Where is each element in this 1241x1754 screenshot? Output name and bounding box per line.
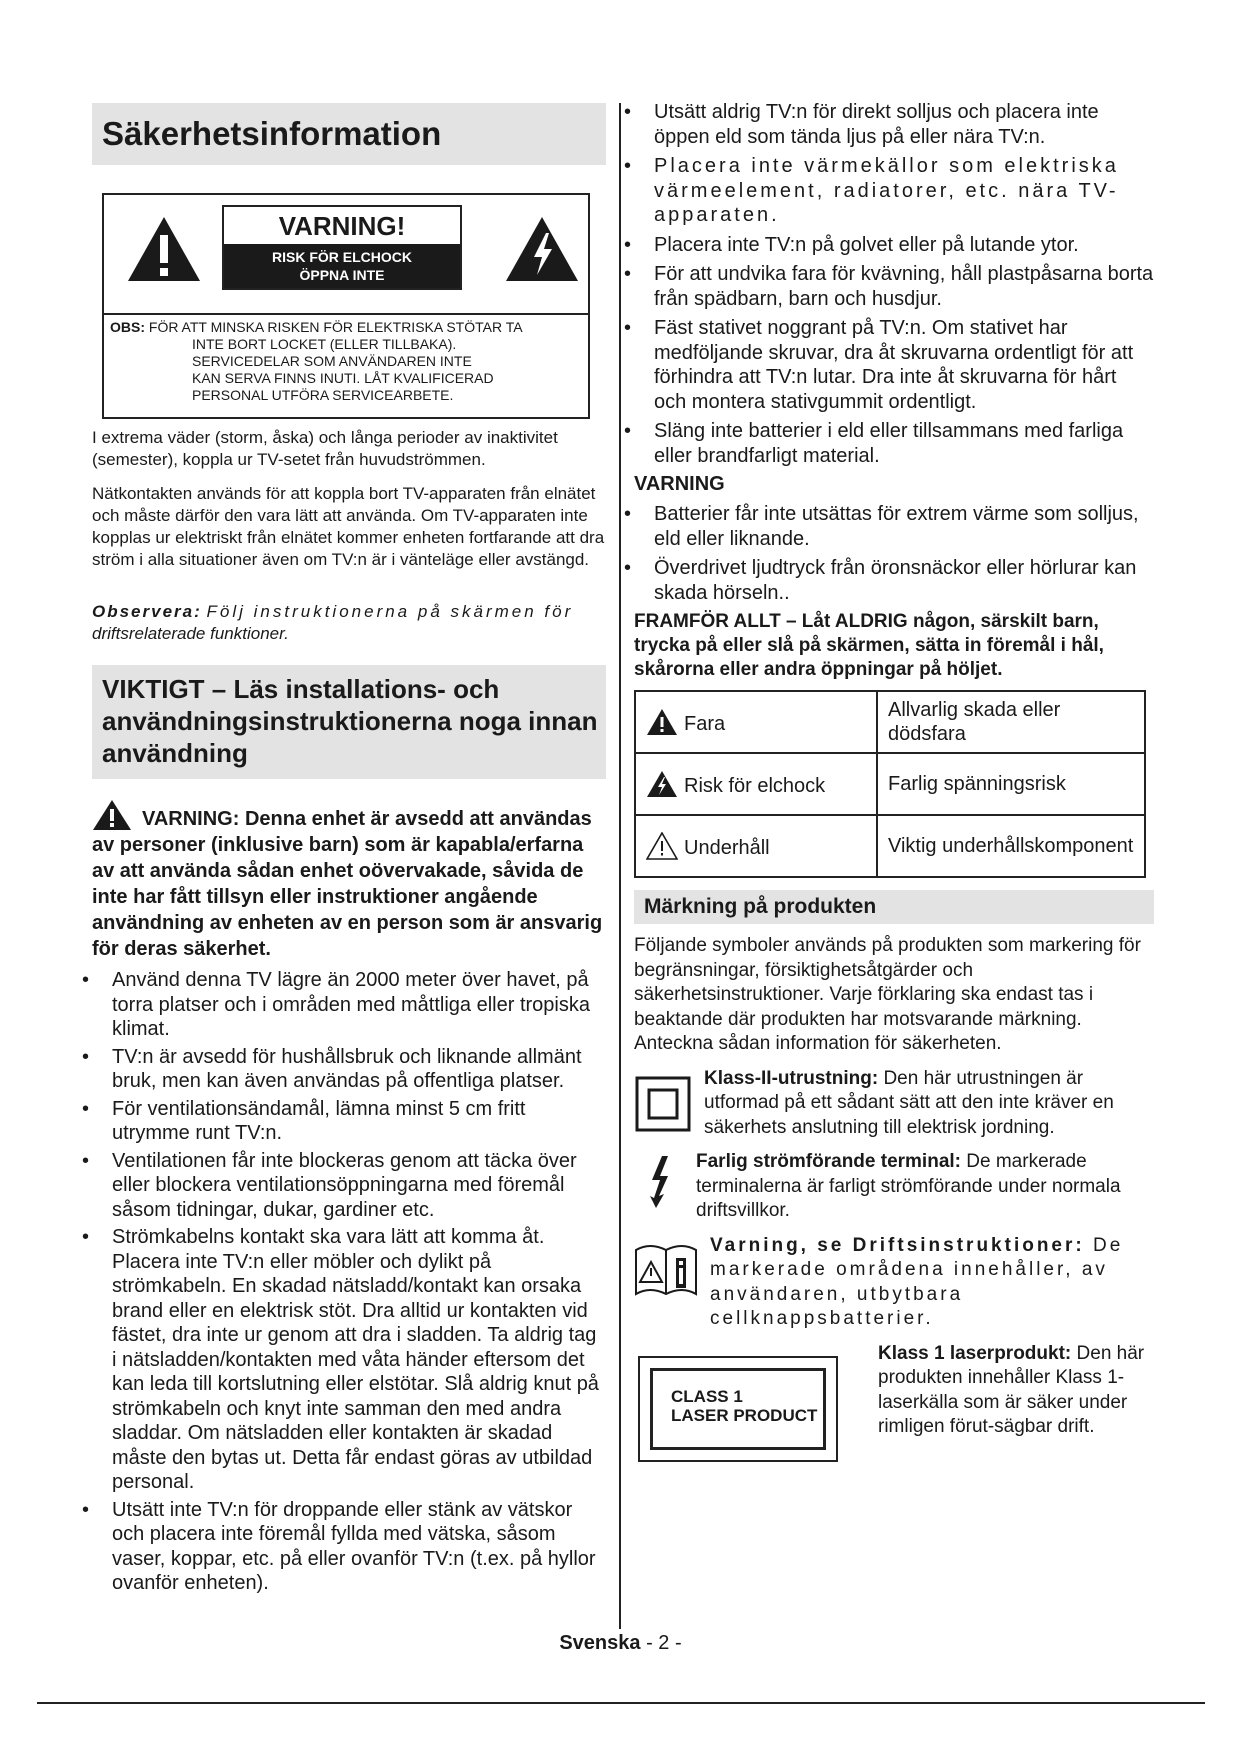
- footer-language: Svenska: [559, 1632, 641, 1654]
- important-heading: VIKTIGT – Läs installations- och användningsinstruktionerna noga innan användning: [92, 665, 606, 779]
- hazard-meaning: Farlig spänningsrisk: [877, 753, 1145, 815]
- observera-note: [92, 601, 606, 645]
- page-footer: [0, 1632, 1241, 1655]
- list-item: • Placera inte värmekällor som elektriska värmeelement, radiatorer, etc. nära TV-apparaten.: [634, 154, 1154, 228]
- obs-line5: PERSONAL UTFÖRA SERVICEARBETE.: [192, 387, 454, 403]
- list-item: • Överdrivet ljudtryck från öronsnäckor eller hörlurar kan skada hörseln..: [634, 556, 1154, 605]
- list-item: • Utsätt aldrig TV:n för direkt solljus och placera inte öppen eld som tända ljus på eller nära TV:n.: [634, 100, 1154, 149]
- list-item: • Fäst stativet noggrant på TV:n. Om stativet har medföljande skruvar, dra åt skruvarna ordentligt för att förhindra att TV:n lutar. Dra inte åt skruvarna för hårt och montera stativgummit ordentligt.: [634, 316, 1154, 414]
- table-row: [635, 753, 1145, 815]
- warning-triangle-icon: [92, 799, 132, 831]
- electric-shock-warning-box: [102, 193, 590, 419]
- live-terminal-symbol-entry: Farlig strömförande terminal: De markerade terminalerna är farligt strömförande under normala driftsvillkor.: [634, 1150, 1154, 1224]
- lightning-bolt-icon: [646, 1154, 676, 1208]
- supervision-warning-text: VARNING: Denna enhet är avsedd att användas av personer (inklusive barn) som är kapabla/erfarna av att använda sådan enhet oövervakade, såvida de inte har fått tillsyn eller instruktioner angående användning av enheten av en person som är ansvarig för deras säkerhet.: [92, 808, 603, 960]
- left-column: [92, 103, 606, 1599]
- marking-intro: Följande symboler används på produkten som markering för begränsningar, försiktighetsåtgärder och säkerhetsinstruktioner. Varje förklaring ska endast tas i beaktande där produkten har motsvarande märkning. Anteckna sådan information för säkerheten.: [634, 935, 1141, 1054]
- list-item: • För att undvika fara för kvävning, håll plastpåsarna borta från spädbarn, barn och husdjur.: [634, 262, 1154, 311]
- laser-product-entry: [634, 1342, 1154, 1482]
- list-item: • För ventilationsändamål, lämna minst 5 cm fritt utrymme runt TV:n.: [92, 1097, 606, 1146]
- varning-heading: VARNING!: [278, 211, 406, 241]
- laser-label-line1: CLASS 1: [671, 1386, 743, 1406]
- varning-heading-box: [222, 205, 462, 290]
- table-row: [635, 691, 1145, 753]
- laser-label-line2: LASER PRODUCT: [671, 1405, 818, 1425]
- table-row: [635, 815, 1145, 877]
- obs-line4: KAN SERVA FINNS INUTI. LÅT KVALIFICERAD: [192, 370, 494, 386]
- weather-paragraph: I extrema väder (storm, åska) och långa perioder av inaktivitet (semester), koppla ur TV-setet från huvudströmmen.: [92, 428, 558, 469]
- page-title: Säkerhetsinformation: [92, 103, 606, 165]
- obs-line1: FÖR ATT MINSKA RISKEN FÖR ELEKTRISKA STÖTAR TA: [148, 319, 523, 335]
- double-square-icon: [634, 1075, 692, 1133]
- list-item: • Använd denna TV lägre än 2000 meter över havet, på torra platser och i områden med måttliga eller tropiska klimat.: [92, 968, 606, 1042]
- class-ii-symbol-entry: Klass-II-utrustning: Den här utrustningen är utformad på ett sådant sätt att den inte kräver en säkerhets anslutning till elektrisk jordning.: [634, 1067, 1154, 1141]
- column-divider: [619, 103, 621, 1629]
- hazard-table: [634, 690, 1146, 878]
- marking-heading: Märkning på produkten: [634, 890, 1154, 924]
- maintenance-warning-icon: [646, 832, 678, 860]
- footer-rule: [37, 1702, 1205, 1704]
- hazard-term: Risk för elchock: [635, 753, 877, 815]
- class-1-laser-label: [638, 1356, 838, 1462]
- hazard-meaning: Allvarlig skada eller dödsfara: [877, 691, 1145, 753]
- shock-risk-line2: ÖPPNA INTE: [299, 267, 385, 283]
- list-item: • Ventilationen får inte blockeras genom att täcka över eller blockera ventilationsöppningarna med föremål såsom tidningar, dukar, gardiner etc.: [92, 1149, 606, 1223]
- framfor-notice: FRAMFÖR ALLT – Låt ALDRIG någon, särskilt barn, trycka på eller slå på skärmen, sätta in föremål i hål, skårorna eller andra öppningar på höljet.: [634, 611, 1104, 680]
- varning-label: VARNING: [634, 473, 725, 495]
- hazard-term: Underhåll: [635, 815, 877, 877]
- hazard-term: Fara: [635, 691, 877, 753]
- observera-label: Observera:: [92, 602, 202, 621]
- left-bullet-list: [92, 968, 606, 1596]
- varning-bullet-list: [634, 502, 1154, 605]
- mains-plug-paragraph: Nätkontakten används för att koppla bort TV-apparaten från elnätet och måste därför den vara lätt att använda. Om TV-apparaten inte kopplas ur elektriskt från elnätet kommer enheten fortfarande att dra ström i alla situationer även om TV:n är i vänteläge eller avstängd.: [92, 484, 605, 569]
- observera-text-b: driftsrelaterade funktioner.: [92, 624, 289, 643]
- obs-label: OBS:: [110, 319, 145, 335]
- danger-icon: [646, 708, 678, 736]
- hazard-meaning: Viktig underhållskomponent: [877, 815, 1145, 877]
- supervision-warning: [92, 799, 606, 962]
- footer-page-number: - 2 -: [640, 1632, 682, 1654]
- list-item: • Utsätt inte TV:n för droppande eller stänk av vätskor och placera inte föremål fyllda med vätska, såsom vaser, koppar, etc. på eller ovanför TV:n (t.ex. på hyllor ovanför enheten).: [92, 1498, 606, 1596]
- shock-risk-banner: [224, 244, 460, 288]
- read-manual-icon: [634, 1240, 698, 1296]
- lightning-warning-icon: [504, 215, 580, 283]
- shock-risk-line1: RISK FÖR ELCHOCK: [272, 249, 412, 265]
- obs-line2: INTE BORT LOCKET (ELLER TILLBAKA).: [192, 336, 457, 352]
- obs-line3: SERVICEDELAR SOM ANVÄNDAREN INTE: [192, 353, 472, 369]
- operating-instructions-symbol-entry: Varning, se Driftsinstruktioner: De markerade områdena innehåller, av användaren, utbytbara cellknappsbatterier.: [634, 1234, 1154, 1332]
- list-item: • Placera inte TV:n på golvet eller på lutande ytor.: [634, 233, 1154, 258]
- laser-description: Klass 1 laserprodukt: Den här produkten innehåller Klass 1-laserkälla som är säker under rimligen förut-sägbar drift.: [878, 1342, 1145, 1437]
- obs-notice: [104, 313, 588, 404]
- list-item: • Strömkabelns kontakt ska vara lätt att komma åt. Placera inte TV:n eller möbler och dylikt på strömkabeln. En skadad nätsladd/kontakt kan orsaka brand eller en elektrisk stöt. Dra alltid ur kontakten vid fästet, dra inte ur genom att dra i sladden. Ta aldrig tag i nätsladden/kontakten med våta händer eftersom det kan leda till kortslutning eller elstötar. Slå aldrig knut på strömkabeln och knyt inte samman den med andra sladdar. Om nätsladden eller kontakten är skadad måste den bytas ut. Detta får endast göras av utbildad personal.: [92, 1225, 606, 1495]
- right-column: [634, 100, 1154, 1482]
- exclamation-warning-icon: [126, 215, 202, 283]
- list-item: • Batterier får inte utsättas för extrem värme som solljus, eld eller liknande.: [634, 502, 1154, 551]
- list-item: • TV:n är avsedd för hushållsbruk och liknande allmänt bruk, men kan även användas på offentliga platser.: [92, 1045, 606, 1094]
- electric-shock-icon: [646, 770, 678, 798]
- observera-text-a: Följ instruktionerna på skärmen för: [206, 602, 574, 621]
- right-bullet-list: [634, 100, 1154, 468]
- list-item: • Släng inte batterier i eld eller tillsammans med farliga eller brandfarligt material.: [634, 419, 1154, 468]
